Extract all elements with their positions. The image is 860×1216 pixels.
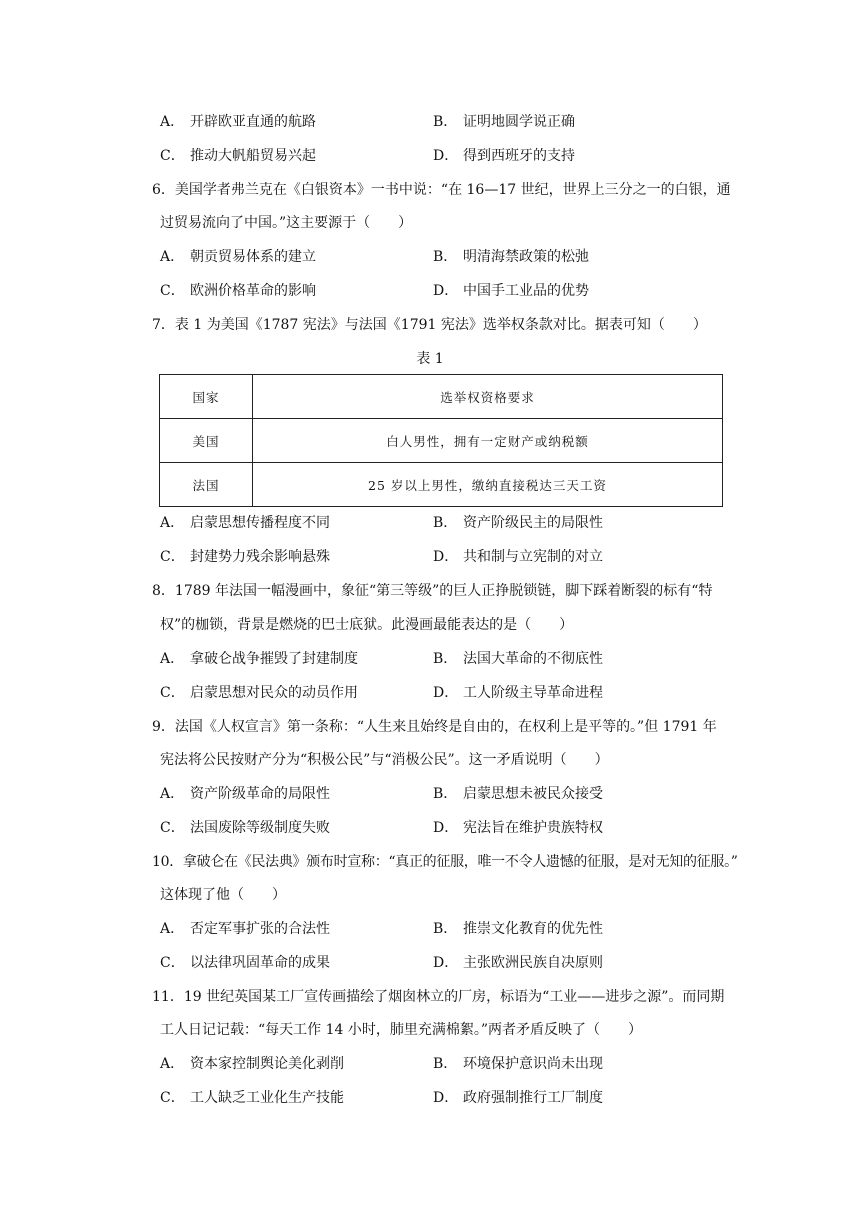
table-cell: 25 岁以上男性，缴纳直接税达三天工资 (253, 463, 723, 507)
table-cell: 美国 (160, 419, 253, 463)
q8-option-c[interactable]: C． 启蒙思想对民众的动员作用 (160, 685, 358, 701)
table-cell: 法国 (160, 463, 253, 507)
q9-stem-line2: 宪法将公民按财产分为“积极公民”与“消极公民”。这一矛盾说明（ ） (160, 752, 609, 768)
q9-option-a[interactable]: A． 资产阶级革命的局限性 (160, 786, 330, 802)
q10-option-a[interactable]: A． 否定军事扩张的合法性 (160, 921, 330, 937)
q9-option-b[interactable]: B． 启蒙思想未被民众接受 (433, 786, 603, 802)
q5-option-d[interactable]: D． 得到西班牙的支持 (433, 148, 575, 164)
q6-option-c[interactable]: C． 欧洲价格革命的影响 (160, 283, 316, 299)
q10-option-c[interactable]: C． 以法律巩固革命的成果 (160, 955, 330, 971)
q11-option-b[interactable]: B． 环境保护意识尚未出现 (433, 1056, 603, 1072)
q9-option-c[interactable]: C． 法国废除等级制度失败 (160, 820, 330, 836)
q8-option-a[interactable]: A． 拿破仑战争摧毁了封建制度 (160, 651, 358, 667)
q10-stem-line1: 10．拿破仑在《民法典》颁布时宣称：“真正的征服，唯一不令人遗憾的征服，是对无知的征服。” (152, 854, 738, 870)
q5-option-c[interactable]: C． 推动大帆船贸易兴起 (160, 148, 316, 164)
suffrage-comparison-table (159, 374, 723, 507)
q7-option-d[interactable]: D． 共和制与立宪制的对立 (433, 549, 603, 565)
q5-option-a[interactable]: A． 开辟欧亚直通的航路 (160, 114, 316, 130)
q7-option-b[interactable]: B． 资产阶级民主的局限性 (433, 515, 603, 531)
q7-option-c[interactable]: C． 封建势力残余影响悬殊 (160, 549, 330, 565)
q10-option-b[interactable]: B． 推崇文化教育的优先性 (433, 921, 603, 937)
q8-stem-line2: 权”的枷锁，背景是燃烧的巴士底狱。此漫画最能表达的是（ ） (160, 617, 574, 633)
q10-option-d[interactable]: D． 主张欧洲民族自决原则 (433, 955, 603, 971)
q11-option-d[interactable]: D． 政府强制推行工厂制度 (433, 1090, 603, 1106)
q7-stem-line1: 7．表 1 为美国《1787 宪法》与法国《1791 宪法》选举权条款对比。据表可知（ ） (152, 317, 707, 333)
q5-option-b[interactable]: B． 证明地圆学说正确 (433, 114, 575, 130)
q6-option-a[interactable]: A． 朝贡贸易体系的建立 (160, 249, 316, 265)
q11-option-a[interactable]: A． 资本家控制舆论美化剥削 (160, 1056, 344, 1072)
q9-option-d[interactable]: D． 宪法旨在维护贵族特权 (433, 820, 603, 836)
q11-stem-line2: 工人日记记载：“每天工作 14 小时，肺里充满棉絮。”两者矛盾反映了（ ） (160, 1022, 643, 1038)
q6-stem-line2: 过贸易流向了中国。”这主要源于（ ） (160, 215, 413, 231)
table-row (160, 375, 723, 419)
table-row (160, 463, 723, 507)
q8-stem-line1: 8．1789 年法国一幅漫画中，象征“第三等级”的巨人正挣脱锁链，脚下踩着断裂的标有“特 (152, 583, 713, 599)
q11-option-c[interactable]: C． 工人缺乏工业化生产技能 (160, 1090, 344, 1106)
q10-stem-line2: 这体现了他（ ） (160, 887, 286, 903)
table-cell: 白人男性，拥有一定财产或纳税额 (253, 419, 723, 463)
q11-stem-line1: 11．19 世纪英国某工厂宣传画描绘了烟囱林立的厂房，标语为“工业——进步之源”。而同期 (152, 989, 725, 1005)
table-row (160, 419, 723, 463)
q8-option-d[interactable]: D． 工人阶级主导革命进程 (433, 685, 603, 701)
q6-stem-line1: 6．美国学者弗兰克在《白银资本》一书中说：“在 16—17 世纪，世界上三分之一的白银，通 (152, 182, 731, 198)
table-cell: 国家 (160, 375, 253, 419)
q8-option-b[interactable]: B． 法国大革命的不彻底性 (433, 651, 603, 667)
q6-option-b[interactable]: B． 明清海禁政策的松弛 (433, 249, 589, 265)
q7-option-a[interactable]: A． 启蒙思想传播程度不同 (160, 515, 330, 531)
table-caption: 表 1 (416, 351, 444, 367)
q6-option-d[interactable]: D． 中国手工业品的优势 (433, 283, 589, 299)
table-cell: 选举权资格要求 (253, 375, 723, 419)
q9-stem-line1: 9．法国《人权宣言》第一条称：“人生来且始终是自由的，在权利上是平等的。”但 1791 年 (152, 719, 717, 735)
